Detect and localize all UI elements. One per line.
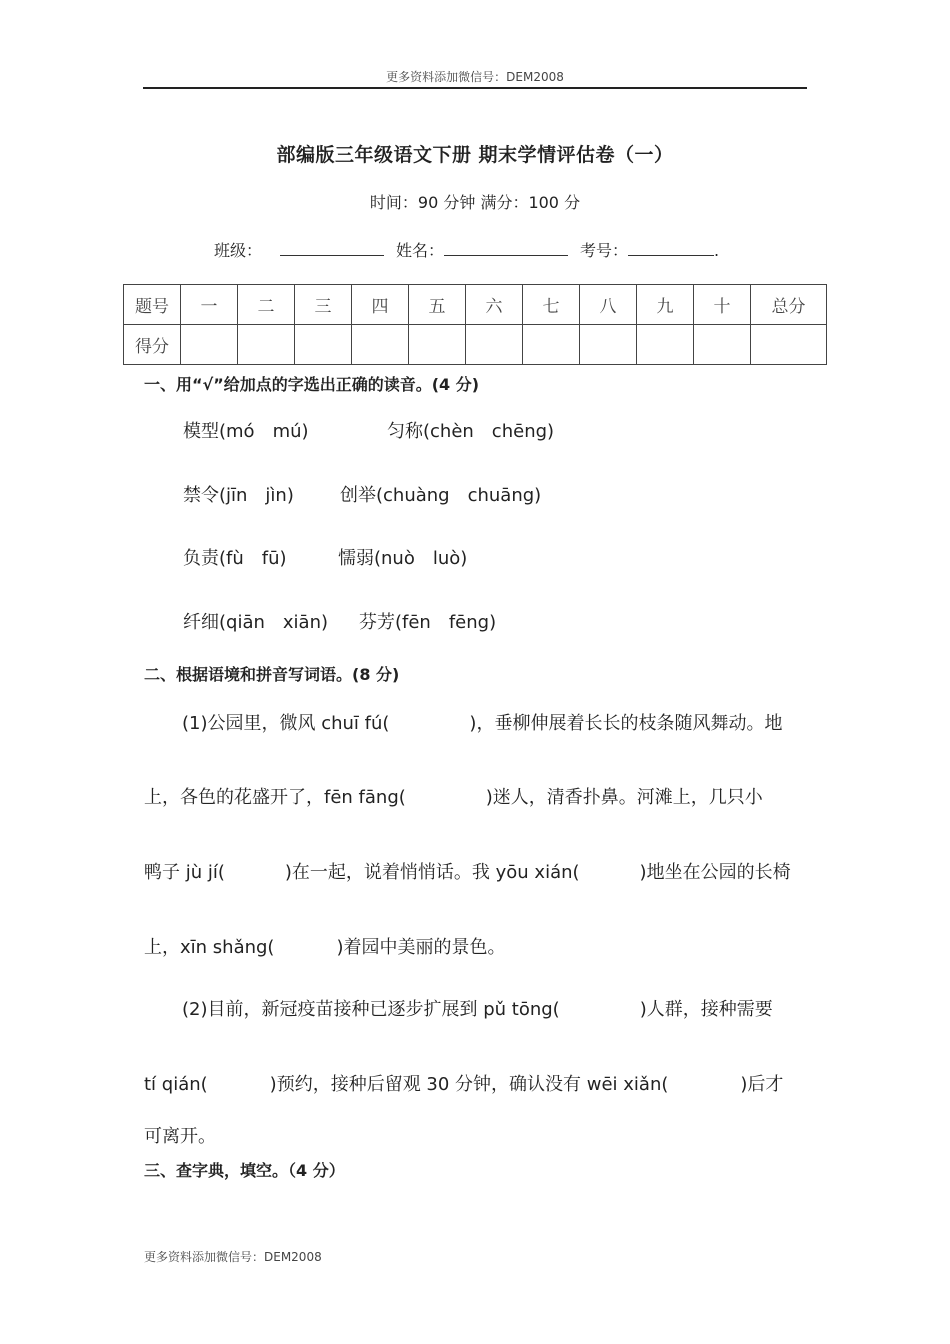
score-header-cell: 六 xyxy=(466,285,523,325)
text-fragment: )人群，接种需要 xyxy=(639,999,773,1020)
section1-item: 负责(fù fū) xyxy=(183,548,287,569)
text-fragment: 上，各色的花盛开了，fēn fāng( xyxy=(144,787,406,808)
section1-item: 芬芳(fēn fēng) xyxy=(359,612,497,633)
score-header-cell: 九 xyxy=(637,285,694,325)
text-fragment: )后才 xyxy=(740,1074,784,1095)
score-header-cell: 一 xyxy=(181,285,238,325)
score-cell[interactable] xyxy=(751,325,827,365)
class-blank[interactable] xyxy=(280,241,384,256)
score-cell[interactable] xyxy=(694,325,751,365)
score-header-cell: 七 xyxy=(523,285,580,325)
page-footer: 更多资料添加微信号：DEM2008 xyxy=(144,1250,322,1264)
score-cell[interactable] xyxy=(295,325,352,365)
score-cell[interactable] xyxy=(352,325,409,365)
score-cell[interactable] xyxy=(181,325,238,365)
score-table-score-row xyxy=(124,325,827,365)
text-fragment: )地坐在公园的长椅 xyxy=(639,862,791,883)
score-header-cell: 八 xyxy=(580,285,637,325)
score-cell[interactable] xyxy=(523,325,580,365)
section2-line xyxy=(144,1070,783,1096)
section1-item: 纤细(qiān xiān) xyxy=(183,612,329,633)
section2-line xyxy=(144,933,506,959)
section3-heading: 三、查字典，填空。（4 分） xyxy=(144,1161,345,1180)
section1-item: 模型(mó mú) xyxy=(183,421,309,442)
score-cell[interactable] xyxy=(637,325,694,365)
name-label: 姓名： xyxy=(396,241,445,260)
score-header-cell: 十 xyxy=(694,285,751,325)
section2-line xyxy=(144,783,763,809)
score-table-header-row xyxy=(124,285,827,325)
score-cell[interactable] xyxy=(238,325,295,365)
class-label: 班级： xyxy=(214,241,263,260)
name-blank[interactable] xyxy=(444,241,568,256)
text-fragment: )着园中美丽的景色。 xyxy=(336,937,506,958)
exam-subtitle: 时间：90 分钟 满分：100 分 xyxy=(369,193,581,212)
number-blank[interactable] xyxy=(628,241,714,256)
text-fragment: 鸭子 jù jí( xyxy=(144,862,225,883)
exam-title: 部编版三年级语文下册 期末学情评估卷（一） xyxy=(276,144,674,166)
section2-line xyxy=(144,858,791,884)
page-header: 更多资料添加微信号：DEM2008 xyxy=(386,70,564,84)
score-row-label: 得分 xyxy=(124,325,181,365)
score-header-cell: 总分 xyxy=(751,285,827,325)
section1-item: 创举(chuàng chuāng) xyxy=(340,485,542,506)
score-header-cell: 五 xyxy=(409,285,466,325)
section1-item: 匀称(chèn chēng) xyxy=(387,421,555,442)
score-cell[interactable] xyxy=(466,325,523,365)
score-cell[interactable] xyxy=(580,325,637,365)
text-fragment: tí qián( xyxy=(144,1074,208,1095)
section2-line xyxy=(182,709,782,735)
text-fragment: 上，xīn shǎng( xyxy=(144,937,275,958)
text-fragment: )迷人，清香扑鼻。河滩上，几只小 xyxy=(485,787,763,808)
info-end: . xyxy=(714,241,720,260)
text-fragment: (2)目前，新冠疫苗接种已逐步扩展到 pǔ tōng( xyxy=(182,999,560,1020)
text-fragment: )预约，接种后留观 30 分钟，确认没有 wēi xiǎn( xyxy=(269,1074,669,1095)
section1-item: 懦弱(nuò luò) xyxy=(338,548,468,569)
text-fragment: )，垂柳伸展着长长的枝条随风舞动。地 xyxy=(469,713,783,734)
header-rule xyxy=(143,87,807,89)
score-cell[interactable] xyxy=(409,325,466,365)
score-header-cell: 题号 xyxy=(124,285,181,325)
score-header-cell: 三 xyxy=(295,285,352,325)
score-table xyxy=(123,284,827,365)
student-info-row xyxy=(214,238,719,261)
score-header-cell: 二 xyxy=(238,285,295,325)
text-fragment: (1)公园里，微风 chuī fú( xyxy=(182,713,390,734)
number-label: 考号： xyxy=(580,241,629,260)
text-fragment: )在一起，说着悄悄话。我 yōu xián( xyxy=(284,862,580,883)
section2-heading: 二、根据语境和拼音写词语。(8 分) xyxy=(144,665,400,684)
section2-line: 可离开。 xyxy=(144,1126,216,1147)
section1-item: 禁令(jīn jìn) xyxy=(183,485,294,506)
score-header-cell: 四 xyxy=(352,285,409,325)
section2-line xyxy=(182,995,773,1021)
section1-heading: 一、用“√”给加点的字选出正确的读音。(4 分) xyxy=(144,375,480,394)
